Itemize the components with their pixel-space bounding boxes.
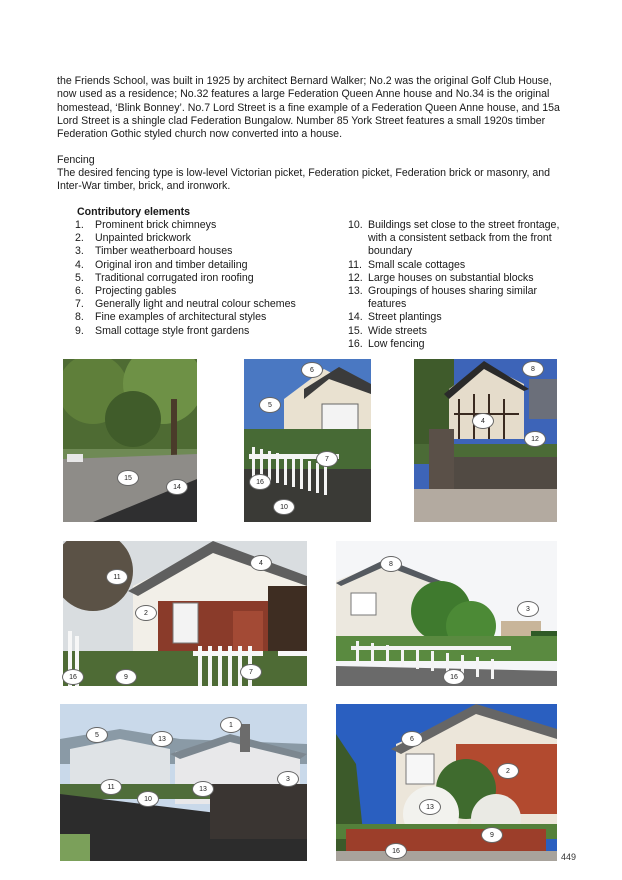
label-badge: 16 [385,843,407,859]
label-badge: 6 [301,362,323,378]
label-badge: 2 [135,605,157,621]
label-badge: 7 [240,664,262,680]
list-item: 1. Prominent brick chimneys [75,219,217,231]
list-item: 4. Original iron and timber detailing [75,258,248,271]
label-badge: 14 [166,479,188,495]
label-badge: 15 [117,470,139,486]
label-badge: 16 [62,669,84,685]
photo-brick-house-garden [336,704,557,861]
label-badge: 8 [522,361,544,377]
label-badge: 16 [443,669,465,685]
label-badge: 13 [192,781,214,797]
label-badge: 13 [419,799,441,815]
label-badge: 8 [380,556,402,572]
list-item: 12. Large houses on substantial blocks [348,271,534,284]
label-badge: 5 [259,397,281,413]
label-badge: 1 [220,717,242,733]
list-item: 16. Low fencing [348,337,425,350]
label-badge: 10 [137,791,159,807]
photo-cottage-picket-fence [244,359,371,522]
label-badge: 4 [472,413,494,429]
label-badge: 13 [151,731,173,747]
label-badge: 7 [316,451,338,467]
label-badge: 3 [277,771,299,787]
contributory-elements-title: Contributory elements [77,206,191,218]
list-item: 5. Traditional corrugated iron roofing [75,271,254,284]
label-badge: 9 [481,827,503,843]
label-badge: 16 [249,474,271,490]
list-item: 2. Unpainted brickwork [75,232,191,245]
contributory-list-left [75,219,305,338]
list-item: 15. Wide streets [348,324,427,337]
label-badge: 11 [106,569,128,585]
list-item: 14. Street plantings [348,311,442,324]
fencing-heading: Fencing [57,154,95,166]
label-badge: 5 [86,727,108,743]
fencing-paragraph: The desired fencing type is low-level Victorian picket, Federation picket, Federation brick or masonry, and Inter-War timber, brick, and ironwork. [57,167,551,193]
list-item: 7. Generally light and neutral colour schemes [75,298,296,311]
label-badge: 4 [250,555,272,571]
list-item: 6. Projecting gables [75,285,177,298]
contributory-list-right [348,219,563,351]
page-number: 449 [561,852,577,862]
photo-tree-lined-street [63,359,197,522]
label-badge: 6 [401,731,423,747]
label-badge: 11 [100,779,122,795]
list-item: 13. Groupings of houses sharing similar features [348,285,537,311]
label-badge: 12 [524,431,546,447]
list-item: 11. Small scale cottages [348,258,466,271]
list-item: 3. Timber weatherboard houses [75,245,233,258]
label-badge: 9 [115,669,137,685]
list-item: 9. Small cottage style front gardens [75,324,250,337]
label-badge: 10 [273,499,295,515]
intro-paragraph: the Friends School, was built in 1925 by architect Bernard Walker; No.2 was the original Golf Club House, now used as a residence; No.32 features a large Federation Queen Anne house and No.34 is the original homestead, ‘Blink Bonney’. No.7 Lord Street is a fine example of a Federation Queen Anne house, and 15a Lord Street is a shingle clad Federation Bungalow. Number 85 York Street features a small 1920s timber Federation Gothic styled church now converted into a house. [57,75,560,141]
list-item: 10. Buildings set close to the street frontage, with a consistent setback from the front boundary [348,219,560,258]
list-item: 8. Fine examples of architectural styles [75,311,267,324]
label-badge: 3 [517,601,539,617]
label-badge: 2 [497,763,519,779]
